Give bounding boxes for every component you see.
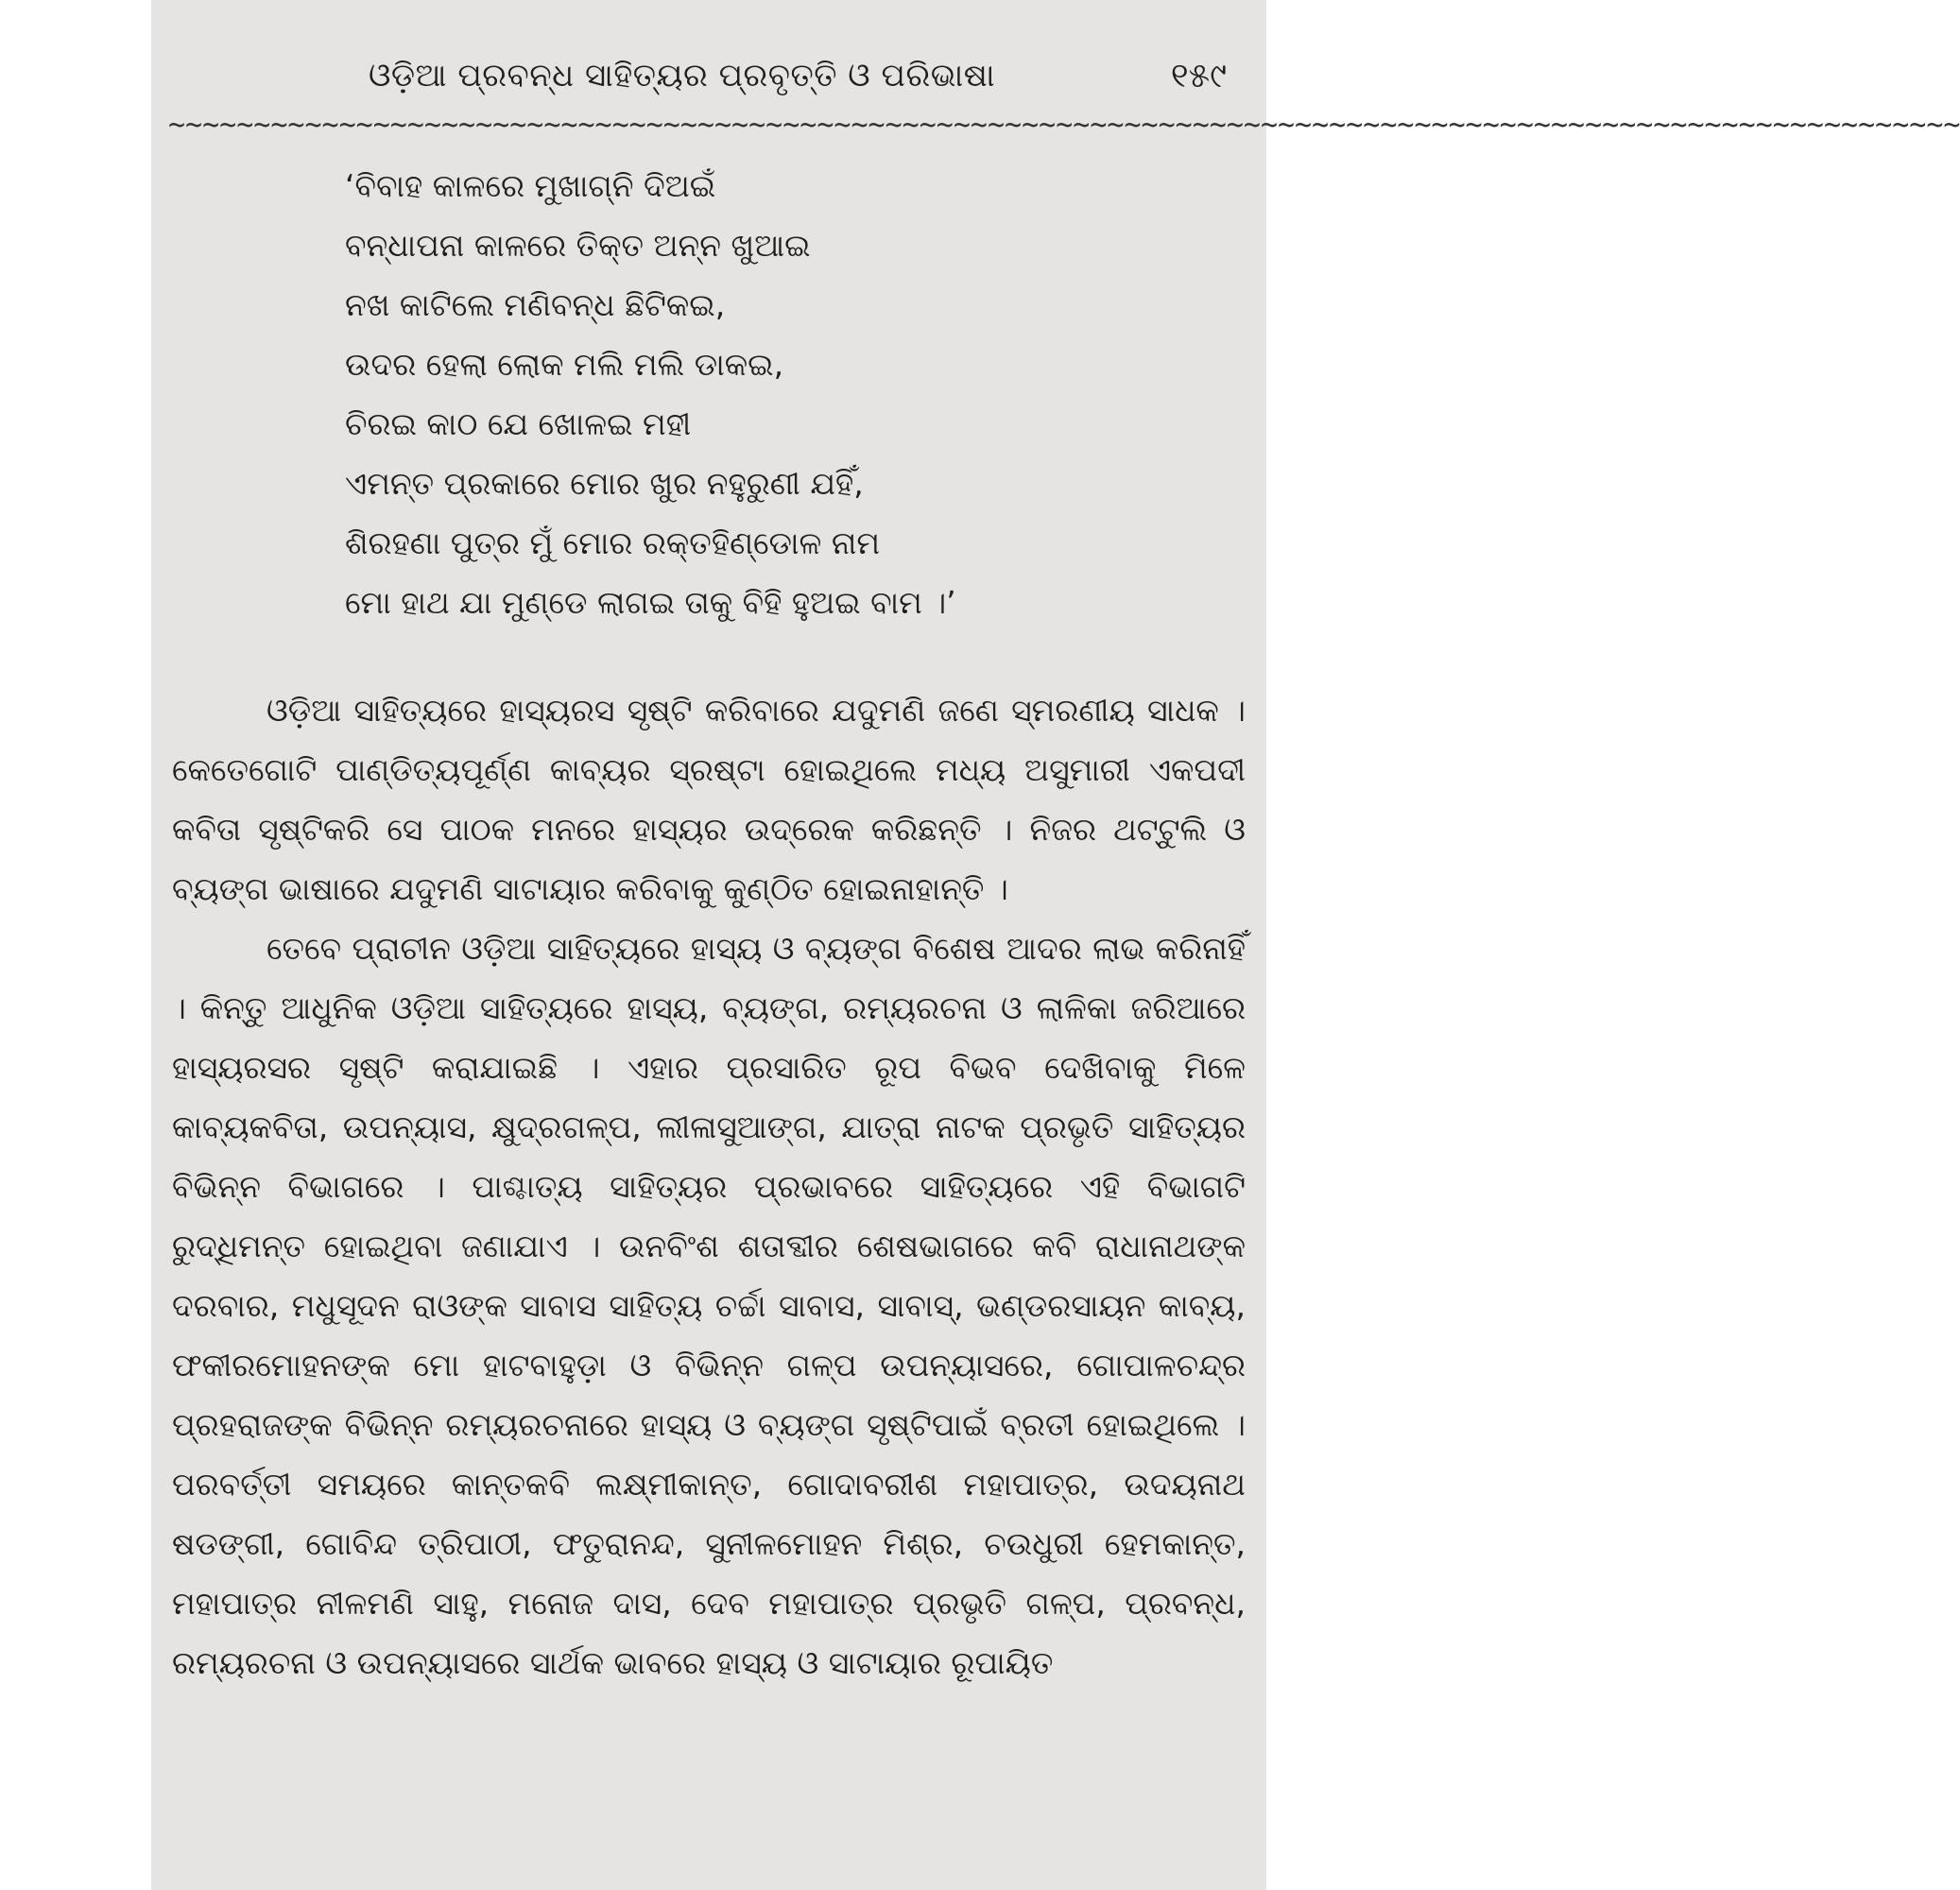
verse-line: ଉଦର ହେଲା ଲୋକ ମଲି ମଲି ଡାକଇ, (345, 346, 784, 383)
running-title: ଓଡ଼ିଆ ପ୍ରବନ୍ଧ ସାହିତ୍ୟର ପ୍ରବୃତ୍ତି ଓ ପରିଭାଷା (369, 57, 996, 94)
verse-block (345, 156, 956, 632)
body-text (172, 680, 1246, 1692)
book-page (151, 0, 1960, 1890)
paragraph: ତେବେ ପ୍ରାଚୀନ ଓଡ଼ିଆ ସାହିତ୍ୟରେ ହାସ୍ୟ ଓ ବ୍ୟଙ୍ଗ ବିଶେଷ ଆଦର ଲାଭ କରିନାହିଁ । କିନ୍ତୁ ଆଧୁନିକ ଓଡ଼ିଆ ସାହିତ୍ୟରେ ହାସ୍ୟ, ବ୍ୟଙ୍ଗ, ରମ୍ୟରଚନା ଓ ଲାଳିକା ଜରିଆରେ ହାସ୍ୟରସର ସୃଷ୍ଟି କରାଯାଇଛି । ଏହାର ପ୍ରସାରିତ ରୂପ ବିଭବ ଦେଖିବାକୁ ମିଳେ କାବ୍ୟକବିତା, ଉପନ୍ୟାସ, କ୍ଷୁଦ୍ରଗଳ୍ପ, ଲୀଳାସୁଆଙ୍ଗ, ଯାତ୍ରା ନାଟକ ପ୍ରଭୃତି ସାହିତ୍ୟର ବିଭିନ୍ନ ବିଭାଗରେ । ପାଶ୍ଚାତ୍ୟ ସାହିତ୍ୟର ପ୍ରଭାବରେ ସାହିତ୍ୟରେ ଏହି ବିଭାଗଟି ରୁଦ୍ଧିମନ୍ତ ହୋଇଥିବା ଜଣାଯାଏ । ଉନବିଂଶ ଶତାବ୍ଦୀର ଶେଷଭାଗରେ କବି ରାଧାନାଥଙ୍କ ଦରବାର, ମଧୁସୂଦନ ରାଓଙ୍କ ସାବାସ ସାହିତ୍ୟ ଚର୍ଚ୍ଚା ସାବାସ, ସାବାସ୍, ଭଣ୍ଡରସାୟନ କାବ୍ୟ, ଫକୀରମୋହନଙ୍କ ମୋ ହାଟବାହୁଡ଼ା ଓ ବିଭିନ୍ନ ଗଳ୍ପ ଉପନ୍ୟାସରେ, ଗୋପାଳଚନ୍ଦ୍ର ପ୍ରହରାଜଙ୍କ ବିଭିନ୍ନ ରମ୍ୟରଚନାରେ ହାସ୍ୟ ଓ ବ୍ୟଙ୍ଗ ସୃଷ୍ଟିପାଇଁ ବ୍ରତୀ ହୋଇଥିଲେ । ପରବର୍ତ୍ତୀ ସମୟରେ କାନ୍ତକବି ଲକ୍ଷ୍ମୀକାନ୍ତ, ଗୋଦାବରୀଶ ମହାପାତ୍ର, ଉଦୟନାଥ ଷଡଙ୍ଗୀ, ଗୋବିନ୍ଦ ତ୍ରିପାଠୀ, ଫତୁରାନନ୍ଦ, ସୁନୀଳମୋହନ ମିଶ୍ର, ଚଉଧୁରୀ ହେମକାନ୍ତ, ମହାପାତ୍ର ନୀଳମଣି ସାହୁ, ମନୋଜ ଦାସ, ଦେବ ମହାପାତ୍ର ପ୍ରଭୃତି ଗଳ୍ପ, ପ୍ରବନ୍ଧ, ରମ୍ୟରଚନା ଓ ଉପନ୍ୟାସରେ ସାର୍ଥକ ଭାବରେ ହାସ୍ୟ ଓ ସାଟାୟାର ରୂପାୟିତ (172, 930, 1246, 1681)
verse-line: ‘ବିବାହ କାଳରେ ମୁଖାଗ୍ନି ଦିଅଇଁ (345, 167, 716, 204)
page-header (151, 45, 1266, 112)
verse-line: ମୋ ହାଥ ଯା ମୁଣ୍ଡେ ଲାଗଇ ତାକୁ ବିହି ହୁଅଇ ବାମ ।’ (345, 584, 956, 621)
paragraph: ଓଡ଼ିଆ ସାହିତ୍ୟରେ ହାସ୍ୟରସ ସୃଷ୍ଟି କରିବାରେ ଯଦୁମଣି ଜଣେ ସ୍ମରଣୀୟ ସାଧକ । କେତେଗୋଟି ପାଣ୍ଡିତ୍ୟପୂର୍ଣ୍ଣ କାବ୍ୟର ସ୍ରଷ୍ଟା ହୋଇଥିଲେ ମଧ୍ୟ ଅସୁମାରୀ ଏକପଦୀ କବିତା ସୃଷ୍ଟିକରି ସେ ପାଠକ ମନରେ ହାସ୍ୟର ଉଦ୍ରେକ କରିଛନ୍ତି । ନିଜର ଥଟ୍ଟୁଲି ଓ ବ୍ୟଙ୍ଗ ଭାଷାରେ ଯଦୁମଣି ସାଟାୟାର କରିବାକୁ କୁଣ୍ଠିତ ହୋଇନାହାନ୍ତି । (172, 692, 1246, 907)
decorative-wavy-rule: ~~~~~~~~~~~~~~~~~~~~~~~~~~~~~~~~~~~~~~~~~~~~~~~~~~~~~~~~~~~~~~~~~~~~~~~~~~~~~~~~~~~~~~~~~~~~~~~~~~~~~~~~~ (168, 109, 1960, 142)
verse-line: ନଖ କାଟିଲେ ମଣିବନ୍ଧ ଛିଟିକଇ, (345, 286, 726, 323)
verse-line: ବନ୍ଧାପନା କାଳରେ ତିକ୍ତ ଅନ୍ନ ଖୁଆଇ (345, 227, 811, 264)
verse-line: ଶିରହଣା ପୁତ୍ର ମୁଁ ମୋର ରକ୍ତହିଣ୍ଡୋଳ ନାମ (345, 524, 881, 561)
verse-line: ଚିରଇ କାଠ ଯେ ଖୋଳଇ ମହୀ (345, 405, 692, 442)
page-number: ୧୫୯ (1170, 57, 1227, 95)
verse-line: ଏମନ୍ତ ପ୍ରକାରେ ମୋର ଖୁର ନହୁରୁଣୀ ଯହିଁ, (345, 465, 864, 502)
